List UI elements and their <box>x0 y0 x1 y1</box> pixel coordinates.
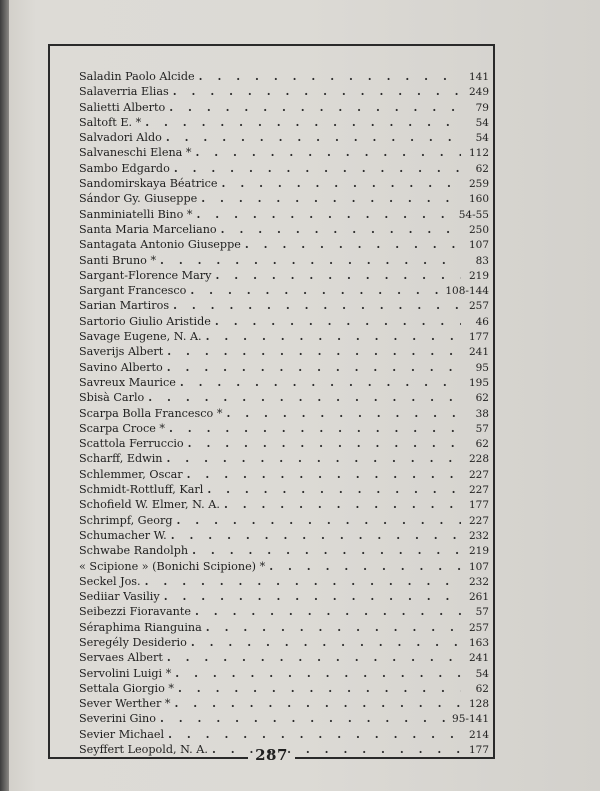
entry-name: Sargant-Florence Mary <box>79 268 212 282</box>
entry-name: Seckel Jos. <box>79 574 141 588</box>
entry-pages: 108-144 <box>445 285 489 298</box>
entry-name: Salvadori Aldo <box>79 131 162 145</box>
dot-leader <box>226 406 461 421</box>
index-entry <box>79 451 489 466</box>
index-entry <box>79 620 489 635</box>
index-entry <box>79 283 489 298</box>
dot-leader <box>145 115 461 130</box>
dot-leader <box>192 543 461 558</box>
entry-pages: 46 <box>475 315 489 328</box>
entry-name: Sambo Edgardo <box>79 161 170 175</box>
entry-pages: 257 <box>468 300 489 313</box>
dot-leader <box>206 329 461 344</box>
index-entry <box>79 176 489 191</box>
entry-name: Sartorio Giulio Aristide <box>79 314 211 328</box>
index-entry <box>79 207 489 222</box>
entry-name: Savage Eugene, N. A. <box>79 330 202 344</box>
book-spine-shadow <box>0 0 9 791</box>
dot-leader <box>206 620 461 635</box>
entry-name: Schofield W. Elmer, N. A. <box>79 498 220 512</box>
entry-name: Settala Giorgio * <box>79 681 174 695</box>
entry-pages: 219 <box>468 269 489 282</box>
entry-name: Sbisà Carlo <box>79 391 145 405</box>
entry-pages: 250 <box>468 223 489 236</box>
entry-name: Savino Alberto <box>79 360 163 374</box>
dot-leader <box>201 191 461 206</box>
dot-leader <box>195 604 461 619</box>
entry-name: Servolini Luigi * <box>79 666 172 680</box>
dot-leader <box>166 130 461 145</box>
index-entry <box>79 543 489 558</box>
entry-name: Santa Maria Marceliano <box>79 222 217 236</box>
entry-name: Sever Werther * <box>79 697 171 711</box>
index-entry <box>79 69 489 84</box>
index-entry <box>79 604 489 619</box>
entry-pages: 141 <box>468 71 489 83</box>
dot-leader <box>207 482 461 497</box>
dot-leader <box>175 696 461 711</box>
index-entry <box>79 145 489 160</box>
entry-name: Scharff, Edwin <box>79 452 163 466</box>
entry-pages: 241 <box>468 346 489 359</box>
entry-pages: 112 <box>468 147 489 160</box>
dot-leader <box>169 100 461 115</box>
entry-pages: 57 <box>475 422 489 435</box>
dot-leader <box>188 436 461 451</box>
dot-leader <box>187 467 461 482</box>
entry-name: Scarpa Bolla Francesco * <box>79 406 223 420</box>
dot-leader <box>174 161 461 176</box>
page-frame <box>48 44 495 764</box>
entry-name: Santi Bruno * <box>79 253 157 267</box>
entry-pages: 177 <box>468 331 489 344</box>
entry-name: Servaes Albert <box>79 651 163 665</box>
dot-leader <box>215 268 461 283</box>
entry-name: Schlemmer, Oscar <box>79 467 183 481</box>
dot-leader <box>177 513 462 528</box>
dot-leader <box>180 375 461 390</box>
entry-pages: 214 <box>468 728 489 741</box>
index-entry <box>79 344 489 359</box>
entry-pages: 62 <box>475 162 489 175</box>
dot-leader <box>168 727 461 742</box>
index-entry <box>79 727 489 742</box>
index-entry <box>79 130 489 145</box>
entry-pages: 62 <box>475 682 489 695</box>
index-entry <box>79 360 489 375</box>
dot-leader <box>171 528 461 543</box>
entry-pages: 228 <box>468 453 489 466</box>
entry-pages: 57 <box>475 606 489 619</box>
entry-pages: 227 <box>468 484 489 497</box>
index-entry <box>79 298 489 313</box>
dot-leader <box>167 451 461 466</box>
dot-leader <box>245 237 461 252</box>
dot-leader <box>196 207 454 222</box>
dot-leader <box>167 344 461 359</box>
entry-name: Schumacher W. <box>79 528 167 542</box>
entry-pages: 249 <box>468 86 489 99</box>
entry-name: Schrimpf, Georg <box>79 513 173 527</box>
entry-pages: 232 <box>468 529 489 542</box>
dot-leader <box>145 574 461 589</box>
index-entry <box>79 436 489 451</box>
index-entry <box>79 100 489 115</box>
entry-pages: 195 <box>468 376 489 389</box>
index-entry <box>79 482 489 497</box>
entry-pages: 54 <box>475 116 489 129</box>
index-entry <box>79 681 489 696</box>
dot-leader <box>222 176 461 191</box>
entry-pages: 107 <box>468 239 489 252</box>
index-entry <box>79 467 489 482</box>
entry-name: Sarian Martiros <box>79 299 170 313</box>
dot-leader <box>221 222 461 237</box>
index-entry <box>79 696 489 711</box>
dot-leader <box>169 421 461 436</box>
index-entry <box>79 191 489 206</box>
index-entry <box>79 421 489 436</box>
entry-pages: 257 <box>468 621 489 634</box>
index-entry <box>79 222 489 237</box>
index-entry <box>79 268 489 283</box>
entry-pages: 83 <box>475 254 489 267</box>
index-entry <box>79 589 489 604</box>
index-entry <box>79 666 489 681</box>
entry-pages: 261 <box>468 591 489 604</box>
entry-name: Seyffert Leopold, N. A. <box>79 743 208 757</box>
entry-pages: 38 <box>475 407 489 420</box>
dot-leader <box>160 253 461 268</box>
entry-pages: 259 <box>468 178 489 191</box>
index-entry <box>79 237 489 252</box>
entry-name: Santagata Antonio Giuseppe <box>79 238 241 252</box>
dot-leader <box>269 559 461 574</box>
index-entry <box>79 497 489 512</box>
entry-pages: 241 <box>468 652 489 665</box>
entry-pages: 177 <box>468 744 489 757</box>
index-entry <box>79 84 489 99</box>
dot-leader <box>199 69 461 84</box>
entry-pages: 177 <box>468 499 489 512</box>
entry-pages: 54 <box>475 132 489 145</box>
index-entry <box>79 329 489 344</box>
entry-pages: 227 <box>468 514 489 527</box>
entry-name: Salaverria Elias <box>79 85 169 99</box>
index-entry <box>79 650 489 665</box>
entry-pages: 163 <box>468 636 489 649</box>
entry-pages: 128 <box>468 698 489 711</box>
index-entry <box>79 161 489 176</box>
entry-name: Salietti Alberto <box>79 100 166 114</box>
index-list <box>79 69 489 757</box>
index-entry <box>79 559 489 574</box>
dot-leader <box>167 360 461 375</box>
entry-name: « Scipione » (Bonichi Scipione) * <box>79 559 266 573</box>
entry-name: Saltoft E. * <box>79 115 142 129</box>
entry-name: Schmidt-Rottluff, Karl <box>79 483 204 497</box>
entry-pages: 54-55 <box>458 208 489 221</box>
index-entry <box>79 635 489 650</box>
entry-name: Sevier Michael <box>79 727 165 741</box>
index-entry <box>79 253 489 268</box>
entry-name: Scattola Ferruccio <box>79 437 184 451</box>
entry-pages: 107 <box>468 560 489 573</box>
dot-leader <box>175 666 461 681</box>
index-entry <box>79 574 489 589</box>
entry-pages: 54 <box>475 667 489 680</box>
entry-name: Severini Gino <box>79 712 156 726</box>
entry-name: Schwabe Randolph <box>79 544 189 558</box>
dot-leader <box>195 145 461 160</box>
index-entry <box>79 314 489 329</box>
entry-pages: 62 <box>475 438 489 451</box>
index-entry <box>79 528 489 543</box>
dot-leader <box>190 283 441 298</box>
entry-name: Sargant Francesco <box>79 284 187 298</box>
entry-name: Salvaneschi Elena * <box>79 146 192 160</box>
entry-name: Seregély Desiderio <box>79 635 187 649</box>
index-entry <box>79 375 489 390</box>
entry-name: Saladin Paolo Alcide <box>79 70 195 83</box>
entry-pages: 62 <box>475 392 489 405</box>
entry-pages: 232 <box>468 575 489 588</box>
dot-leader <box>173 298 461 313</box>
dot-leader <box>160 711 448 726</box>
index-entry <box>79 406 489 421</box>
entry-name: Sediiar Vasiliy <box>79 590 160 604</box>
page-number: 287 <box>255 746 288 764</box>
entry-name: Sándor Gy. Giuseppe <box>79 192 198 206</box>
entry-name: Saverijs Albert <box>79 345 164 359</box>
entry-name: Sanminiatelli Bino * <box>79 207 193 221</box>
entry-name: Scarpa Croce * <box>79 421 166 435</box>
entry-pages: 79 <box>475 101 489 114</box>
dot-leader <box>173 84 461 99</box>
entry-name: Savreux Maurice <box>79 375 176 389</box>
entry-pages: 160 <box>468 193 489 206</box>
index-entry <box>79 513 489 528</box>
dot-leader <box>215 314 461 329</box>
dot-leader <box>164 589 461 604</box>
index-entry <box>79 711 489 726</box>
entry-pages: 95-141 <box>452 713 489 726</box>
entry-pages: 227 <box>468 468 489 481</box>
dot-leader <box>178 681 461 696</box>
dot-leader <box>224 497 461 512</box>
entry-pages: 95 <box>475 361 489 374</box>
entry-name: Séraphima Rianguina <box>79 620 202 634</box>
index-entry <box>79 115 489 130</box>
dot-leader <box>167 650 461 665</box>
dot-leader <box>191 635 461 650</box>
entry-pages: 219 <box>468 545 489 558</box>
index-entry <box>79 390 489 405</box>
entry-name: Sandomirskaya Béatrice <box>79 177 218 191</box>
entry-name: Seibezzi Fioravante <box>79 605 191 619</box>
dot-leader <box>148 390 461 405</box>
